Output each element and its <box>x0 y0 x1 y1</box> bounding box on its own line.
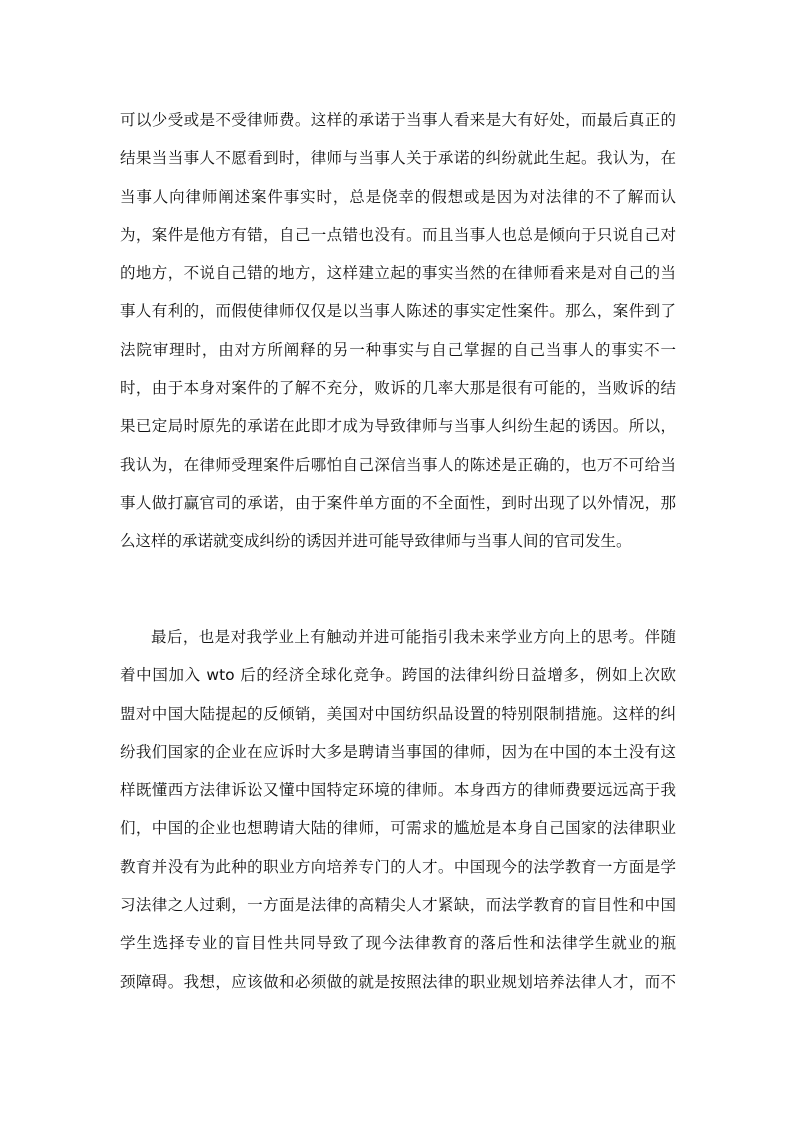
paragraph-line: 最后，也是对我学业上有触动并进可能指引我未来学业方向上的思考。伴随 <box>151 628 676 646</box>
paragraph-line: 习法律之人过剩，一方面是法律的高精尖人才紧缺，而法学教育的盲目性和中国 <box>120 896 676 915</box>
paragraph-line: 可以少受或是不受律师费。这样的承诺于当事人看来是大有好处，而最后真正的 <box>120 111 676 129</box>
paragraph-line: 法院审理时，由对方所阐释的另一种事实与自己掌握的自己当事人的事实不一 <box>120 340 676 359</box>
paragraph-line: 事人有利的，而假使律师仅仅是以当事人陈述的事实定性案件。那么，案件到了 <box>120 302 676 321</box>
paragraph-line: 果已定局时原先的承诺在此即才成为导致律师与当事人纠纷生起的诱因。所以， <box>120 417 676 436</box>
paragraph-line: 的地方，不说自己错的地方，这样建立起的事实当然的在律师看来是对自己的当 <box>120 264 676 283</box>
paragraph-line: 着中国加入 wto 后的经济全球化竞争。跨国的法律纠纷日益增多，例如上次欧 <box>120 666 676 685</box>
paragraph-line: 为，案件是他方有错，自己一点错也没有。而且当事人也总是倾向于只说自己对 <box>120 225 676 244</box>
paragraph-line: 盟对中国大陆提起的反倾销，美国对中国纺织品设置的特别限制措施。这样的纠 <box>120 704 676 723</box>
paragraph-line: 结果当当事人不愿看到时，律师与当事人关于承诺的纠纷就此生起。我认为，在 <box>120 149 676 168</box>
paragraph-line: 当事人向律师阐述案件事实时，总是侥幸的假想或是因为对法律的不了解而认 <box>120 187 676 206</box>
paragraph-line: 们，中国的企业也想聘请大陆的律师，可需求的尴尬是本身自己国家的法律职业 <box>120 819 676 838</box>
paragraph-line: 时，由于本身对案件的了解不充分，败诉的几率大那是很有可能的，当败诉的结 <box>120 379 676 398</box>
paragraph-line: 颈障碍。我想，应该做和必须做的就是按照法律的职业规划培养法律人才，而不 <box>120 972 676 991</box>
paragraph-line: 么这样的承诺就变成纠纷的诱因并进可能导致律师与当事人间的官司发生。 <box>120 532 632 551</box>
paragraph-line: 样既懂西方法律诉讼又懂中国特定环境的律师。本身西方的律师费要远远高于我 <box>120 781 676 800</box>
paragraph-1 <box>120 101 676 561</box>
paragraph-line: 教育并没有为此种的职业方向培养专门的人才。中国现今的法学教育一方面是学 <box>120 857 676 876</box>
paragraph-line: 我认为，在律师受理案件后哪怕自己深信当事人的陈述是正确的，也万不可给当 <box>120 455 676 474</box>
paragraph-line: 纷我们国家的企业在应诉时大多是聘请当事国的律师，因为在中国的本土没有这 <box>120 742 676 761</box>
paragraph-2 <box>120 618 676 1001</box>
paragraph-line: 学生选择专业的盲目性共同导致了现今法律教育的落后性和法律学生就业的瓶 <box>120 934 676 953</box>
paragraph-line: 事人做打赢官司的承诺，由于案件单方面的不全面性，到时出现了以外情况，那 <box>120 493 676 512</box>
